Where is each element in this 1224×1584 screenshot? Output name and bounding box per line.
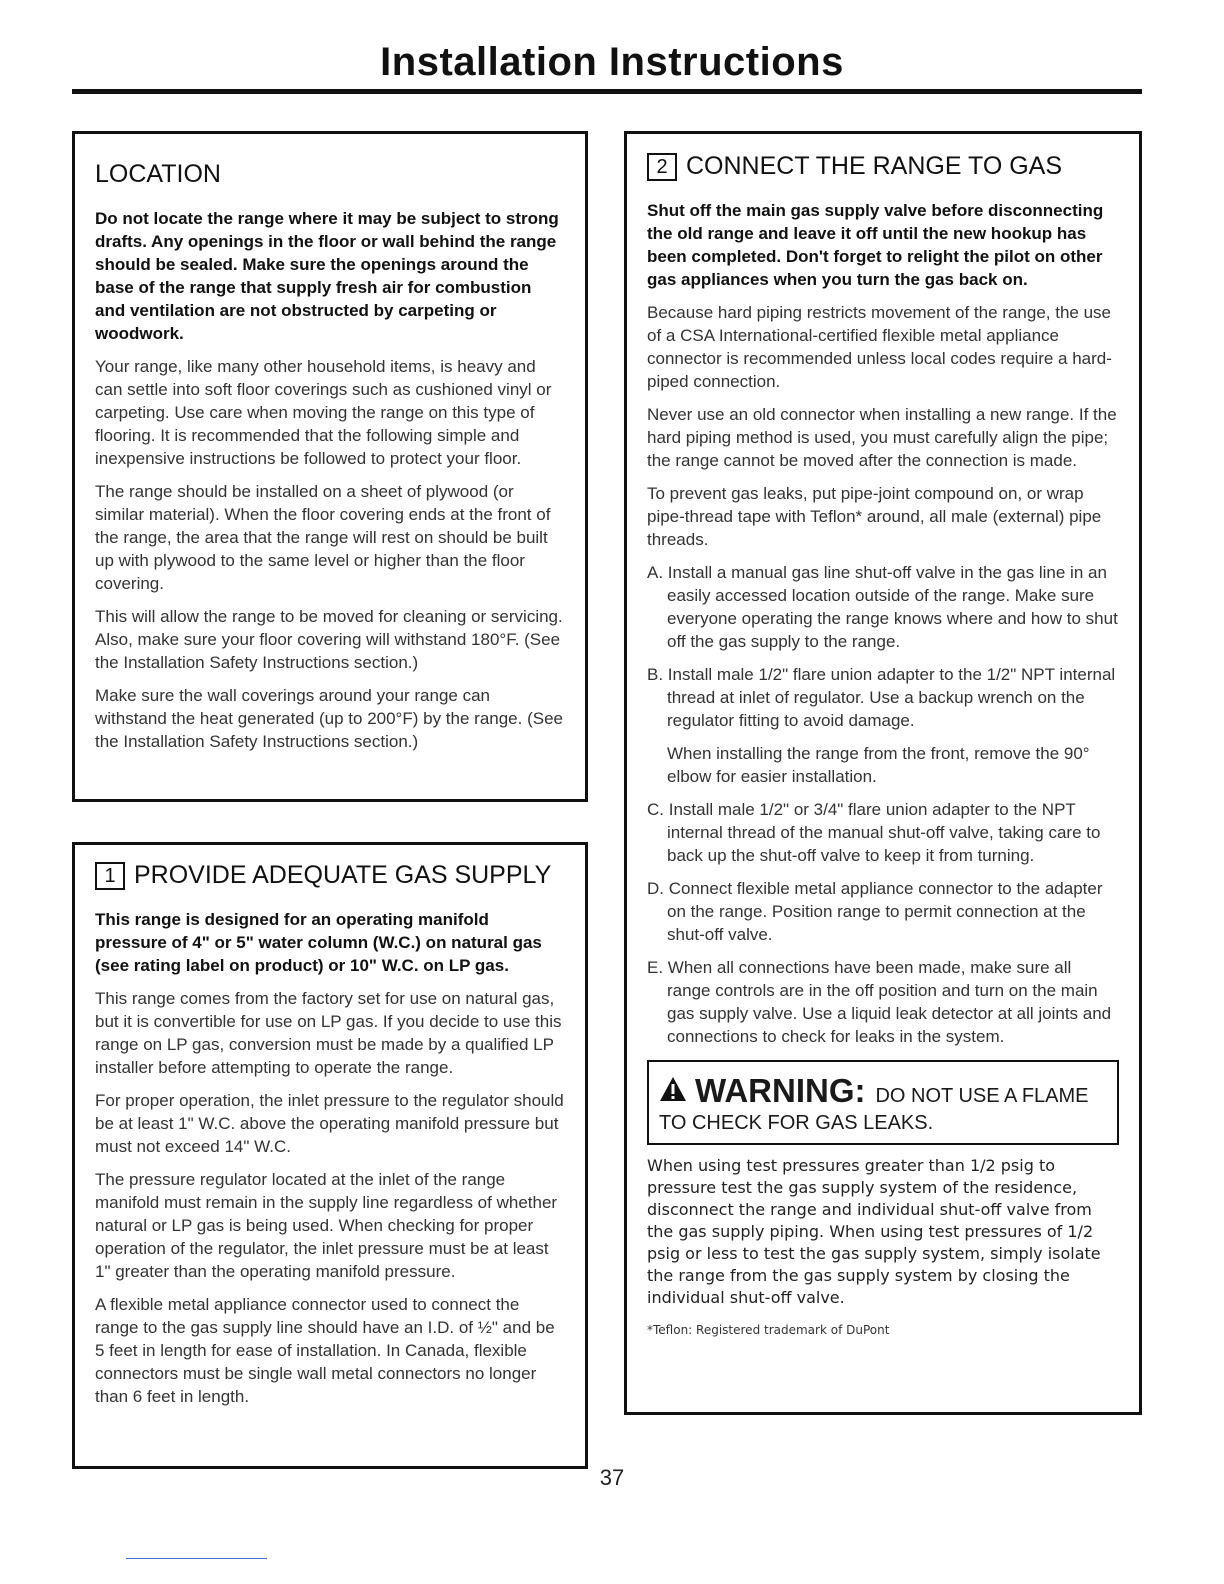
step-a: A. Install a manual gas line shut-off valve in the gas line in an easily accessed location outside of the range. Make sure everyone operating the range knows where and how to shut off the gas supply to the range. xyxy=(647,563,1118,651)
gas-supply-paragraph: This range comes from the factory set for use on natural gas, but it is convertible for use on LP gas. If you decide to use this range on LP gas, conversion must be made by a qualified LP installer before attempting to operate the range. xyxy=(95,989,562,1077)
step-e: E. When all connections have been made, make sure all range controls are in the off position and turn on the main gas supply valve. Use a liquid leak detector at all joints and connections to check for leaks in the system. xyxy=(647,958,1112,1046)
gas-supply-lead: This range is designed for an operating manifold pressure of 4" or 5" water column (W.C.) on natural gas (see rating label on product) or 10" W.C. on LP gas. xyxy=(95,910,542,975)
gas-supply-section xyxy=(72,842,588,1469)
location-paragraph: Your range, like many other household items, is heavy and can settle into soft floor coverings such as cushioned vinyl or carpeting. Use care when moving the range on this type of flooring. It is recommended that the following simple and inexpensive instructions be followed to protect your floor. xyxy=(95,357,552,468)
connect-paragraph: To prevent gas leaks, put pipe-joint compound on, or wrap pipe-thread tape with Teflon* around, all male (external) pipe threads. xyxy=(647,484,1102,549)
location-title: LOCATION xyxy=(95,160,221,188)
warning-triangle-icon xyxy=(659,1076,687,1110)
warning-text-line2: TO CHECK FOR GAS LEAKS. xyxy=(659,1112,934,1134)
title-divider xyxy=(72,89,1142,94)
step-d: D. Connect flexible metal appliance connector to the adapter on the range. Position range to permit connection at the shut-off valve. xyxy=(647,879,1103,944)
warning-text-line1: DO NOT USE A FLAME xyxy=(875,1085,1089,1107)
location-paragraph: Make sure the wall coverings around your range can withstand the heat generated (up to 200°F) by the range. (See the Installation Safety Instructions section.) xyxy=(95,686,563,751)
connect-heading xyxy=(647,152,1119,181)
gas-supply-paragraph: For proper operation, the inlet pressure to the regulator should be at least 1" W.C. above the operating manifold pressure but must not exceed 14" W.C. xyxy=(95,1091,564,1156)
warning-label: WARNING: xyxy=(695,1072,866,1109)
teflon-footnote: *Teflon: Registered trademark of DuPont xyxy=(647,1323,890,1337)
page-title: Installation Instructions xyxy=(380,40,844,84)
warning-body: When using test pressures greater than 1/2 psig to pressure test the gas supply system of the residence, disconnect the range and individual shut-off valve from the gas supply piping. When using test pressures of 1/2 psig or less to test the gas supply system, simply isolate the range from the gas supply system by closing the individual shut-off valve. xyxy=(647,1156,1101,1307)
step-b: B. Install male 1/2" flare union adapter to the 1/2" NPT internal thread at inlet of regulator. Use a backup wrench on the regulator fitting to avoid damage. xyxy=(647,665,1116,730)
gas-supply-paragraph: A flexible metal appliance connector used to connect the range to the gas supply line should have an I.D. of ½" and be 5 feet in length for ease of installation. In Canada, flexible connectors must be single wall metal connectors no longer than 6 feet in length. xyxy=(95,1295,555,1406)
step-c: C. Install male 1/2" or 3/4" flare union adapter to the NPT internal thread of the manual shut-off valve, taking care to back up the shut-off valve to keep it from turning. xyxy=(647,800,1101,865)
connect-title: CONNECT THE RANGE TO GAS xyxy=(686,152,1063,180)
connect-section xyxy=(624,131,1142,1415)
connect-lead: Shut off the main gas supply valve before disconnecting the old range and leave it off until the new hookup has been completed. Don't forget to relight the pilot on other gas appliances when you turn the gas back on. xyxy=(647,201,1104,289)
location-paragraph: The range should be installed on a sheet of plywood (or similar material). When the floor covering ends at the front of the range, the area that the range will rest on should be built up with plywood to the same level or higher than the floor covering. xyxy=(95,482,551,593)
location-paragraph: This will allow the range to be moved for cleaning or servicing. Also, make sure your floor covering will withstand 180°F. (See the Installation Safety Instructions section.) xyxy=(95,607,563,672)
step-number-badge: 1 xyxy=(95,862,125,890)
gas-supply-title: PROVIDE ADEQUATE GAS SUPPLY xyxy=(134,861,552,889)
connect-paragraph: Never use an old connector when installing a new range. If the hard piping method is used, you must carefully align the pipe; the range cannot be moved after the connection is made. xyxy=(647,405,1117,470)
location-lead: Do not locate the range where it may be subject to strong drafts. Any openings in the floor or wall behind the range should be sealed. Make sure the openings around the base of the range that supply fresh air for combustion and ventilation are not obstructed by carpeting or woodwork. xyxy=(95,209,559,343)
page-number: 37 xyxy=(599,1465,625,1490)
bottom-link-underline xyxy=(126,1558,267,1559)
gas-supply-paragraph: The pressure regulator located at the inlet of the range manifold must remain in the supply line regardless of whether natural or LP gas is being used. When checking for proper operation of the regulator, the inlet pressure must be at least 1" greater than the operating manifold pressure. xyxy=(95,1170,558,1281)
step-number-badge: 2 xyxy=(647,153,677,181)
gas-supply-heading xyxy=(95,861,565,890)
warning-callout xyxy=(647,1060,1119,1145)
location-section xyxy=(72,131,588,802)
connect-paragraph: Because hard piping restricts movement of the range, the use of a CSA International-certified flexible metal appliance connector is recommended unless local codes require a hard-piped connection. xyxy=(647,303,1112,391)
step-b-note: When installing the range from the front, remove the 90° elbow for easier installation. xyxy=(667,744,1090,786)
